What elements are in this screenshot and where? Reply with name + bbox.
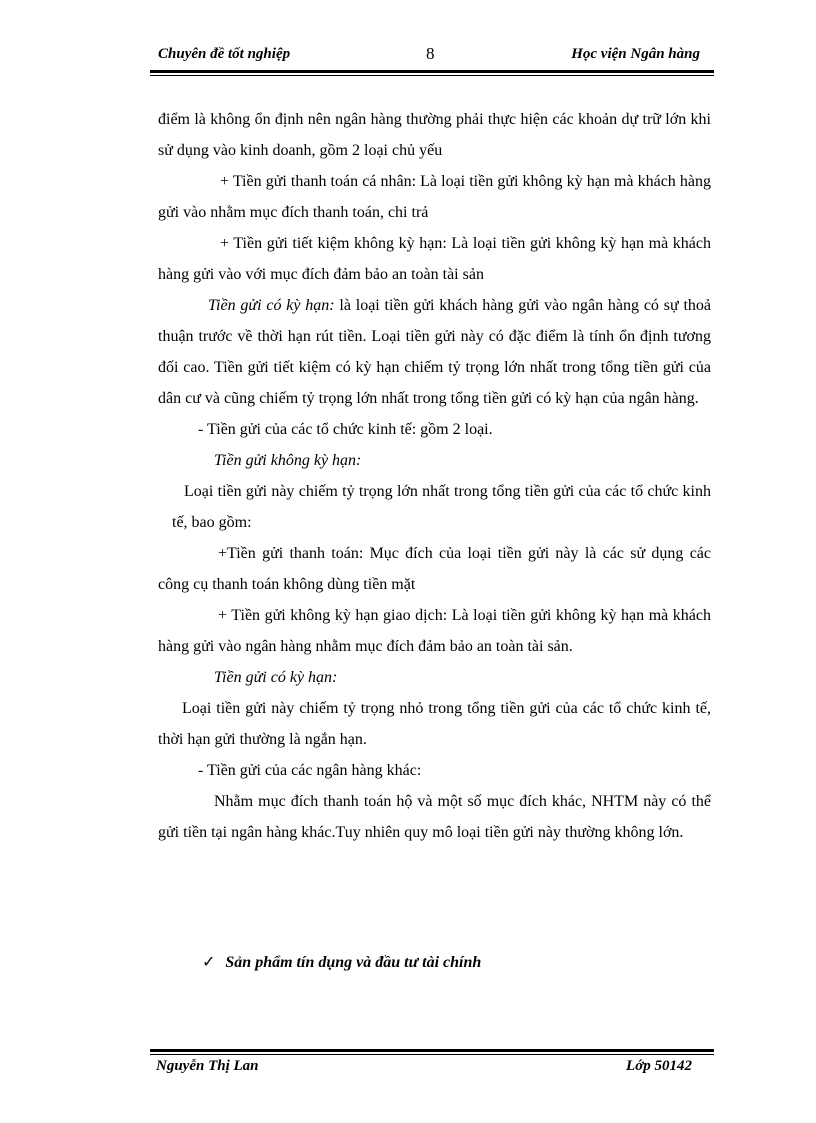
subheading-term-deposit: Tiền gửi có kỳ hạn:	[214, 669, 338, 686]
paragraph-org-demand-share: Loại tiền gửi này chiếm tỷ trọng lớn nhất trong tổng tiền gửi của các tổ chức kinh tế, bao gồm:	[172, 483, 711, 531]
paragraph-other-bank-deposits: - Tiền gửi của các ngân hàng khác:	[198, 762, 422, 779]
paragraph-term-deposit	[158, 290, 711, 414]
term-deposit-text: là loại tiền gửi khách hàng gửi vào ngân hàng có sự thoả thuận trước về thời hạn rút tiền. Loại tiền gửi này có đặc điểm là tính ổn định tương đối cao. Tiền gửi tiết kiệm có kỳ hạn chiếm tỷ trọng lớn nhất trong tổng tiền gửi của dân cư và cũng chiếm tỷ trọng lớn nhất trong tổng tiền gửi có kỳ hạn của ngân hàng.	[158, 297, 711, 407]
header-document-type: Chuyên đề tốt nghiệp	[158, 46, 291, 62]
section-heading-text: Sản phẩm tín dụng và đầu tư tài chính	[225, 954, 482, 971]
paragraph-payment-deposit: +Tiền gửi thanh toán: Mục đích của loại tiền gửi này là các sử dụng các công cụ thanh toán không dùng tiền mặt	[158, 545, 711, 593]
paragraph-interbank-purpose: Nhằm mục đích thanh toán hộ và một số mục đích khác, NHTM này có thể gửi tiền tại ngân hàng khác.Tuy nhiên quy mô loại tiền gửi này thường không lớn.	[158, 793, 711, 841]
paragraph-transaction-deposit: + Tiền gửi không kỳ hạn giao dịch: Là loại tiền gửi không kỳ hạn mà khách hàng gửi vào ngân hàng nhằm mục đích đảm bảo an toàn tài sản.	[158, 607, 711, 655]
paragraph-demand-savings-deposit: + Tiền gửi tiết kiệm không kỳ hạn: Là loại tiền gửi không kỳ hạn mà khách hàng gửi vào với mục đích đảm bảo an toàn tài sản	[158, 235, 711, 283]
checkmark-icon: ✓	[202, 952, 216, 971]
header-institution: Học viện Ngân hàng	[571, 46, 700, 62]
term-deposit-term: Tiền gửi có kỳ hạn:	[208, 297, 335, 314]
footer-rule	[150, 1049, 714, 1055]
paragraph-personal-payment-deposit: + Tiền gửi thanh toán cá nhân: Là loại tiền gửi không kỳ hạn mà khách hàng gửi vào nhằm mục đích thanh toán, chi trả	[158, 173, 711, 221]
page-footer	[150, 1058, 714, 1082]
subheading-demand-deposit: Tiền gửi không kỳ hạn:	[214, 452, 362, 469]
footer-class: Lớp 50142	[626, 1058, 692, 1074]
header-page-number: 8	[426, 44, 435, 63]
paragraph-continuation: điểm là không ổn định nên ngân hàng thường phải thực hiện các khoản dự trữ lớn khi sử dụng vào kinh doanh, gồm 2 loại chủ yếu	[158, 111, 711, 159]
footer-author: Nguyễn Thị Lan	[156, 1058, 259, 1074]
paragraph-economic-org-deposits: - Tiền gửi của các tổ chức kinh tế: gồm 2 loại.	[198, 421, 493, 438]
page-header	[150, 44, 714, 70]
header-rule	[150, 70, 714, 76]
document-body	[158, 104, 711, 848]
section-heading	[202, 952, 481, 972]
paragraph-org-term-share: Loại tiền gửi này chiếm tỷ trọng nhỏ trong tổng tiền gửi của các tổ chức kinh tế, thời hạn gửi thường là ngắn hạn.	[158, 700, 711, 748]
